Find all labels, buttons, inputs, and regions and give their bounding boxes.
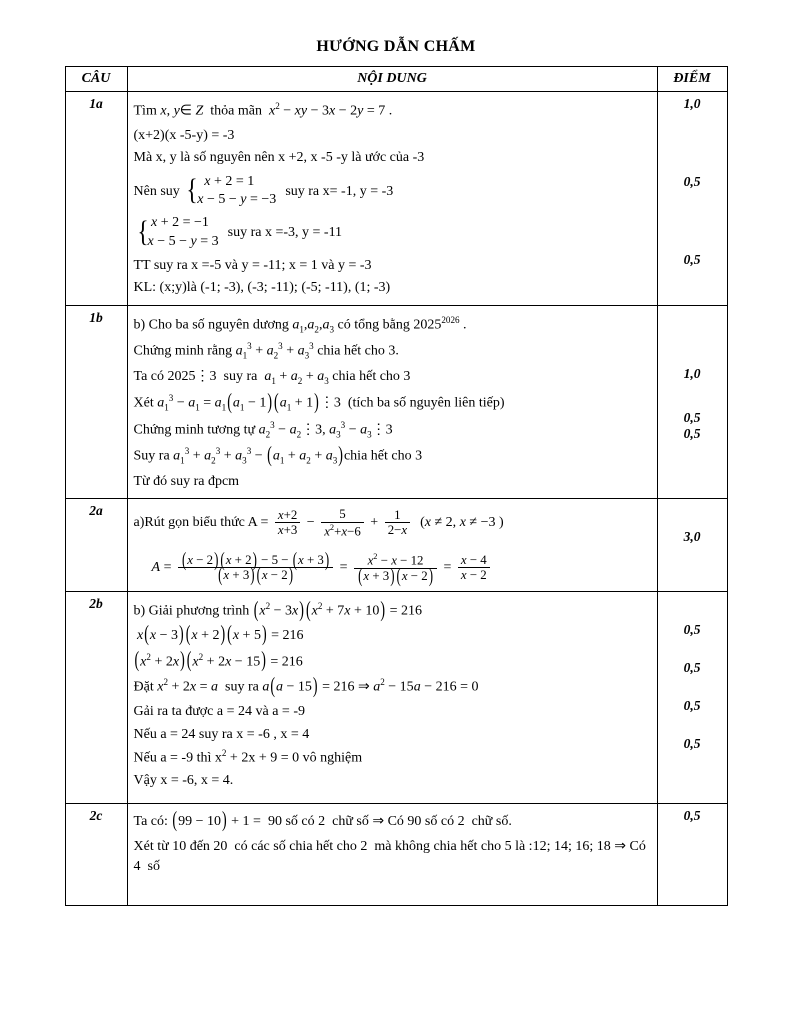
content-line: Ta có 2025⋮3 suy ra $a_1 + a_2 + a_3$ chia hết cho 3 — [133, 368, 411, 386]
content-line: x(x − 3) (x + 2) (x + 5) = 216 — [137, 623, 304, 648]
row-content-2b — [127, 592, 657, 804]
equation-system: { x + 2 = −1 x − 5 − y = 3 — [136, 214, 219, 252]
content-line: KL: (x;y)là (-1; -3), (-3; -11); (-5; -11), (1; -3) — [133, 280, 391, 296]
row-score-1b — [657, 305, 727, 498]
content-line: a)Rút gọn biểu thức A = $\frac{x+2}{x+3}$ − $\frac{5}{x^2+x-6}$ + $\frac{1}{2-x}$ (x ≠ 2, x ≠ −3 ) — [133, 507, 504, 538]
content-line: Xét $a_1^3 - a_1 = a_1(a_1 - 1) (a_1$ + 1)⋮3 (tích ba số nguyên liên tiếp) — [133, 391, 505, 415]
row-label-2b: 2b — [65, 592, 127, 804]
row-label-2a: 2a — [65, 499, 127, 592]
content-line: Đặt $x^2 + 2x = a$ suy ra a(a − 15) = 216 ⇒ $a^2 - 15a - 216 = 0$ — [133, 675, 479, 699]
content-line: $(x^2 + 2x) (x^2 + 2x - 15) = 216$ — [134, 649, 303, 673]
score-value: 0,5 — [683, 660, 701, 676]
content-line: b) Giải phương trình $(x^2 - 3x) (x^2 + 7x + 10) = 216$ — [133, 599, 422, 623]
table-row — [65, 92, 727, 306]
table-row — [65, 305, 727, 498]
row-score-1a — [657, 92, 727, 306]
header-diem: ĐIỂM — [657, 67, 727, 92]
table-row — [65, 592, 727, 804]
content-line: Tìm x, y∈ Z thỏa mãn $x^2$ − xy − 3x − 2y = 7 . — [133, 101, 393, 119]
row-content-1b — [127, 305, 657, 498]
score-value: 1,0 — [683, 365, 701, 381]
content-line: TT suy ra x =-5 và y = -11; x = 1 và y = -3 — [133, 258, 372, 274]
score-value: 0,5 — [683, 174, 701, 189]
score-value: 0,5 — [683, 252, 701, 267]
content-line: Chứng minh tương tự $a_2^3$ − $a_2⋮3$, $a_3^3$ − $a_3⋮3$ — [133, 419, 393, 439]
table-header-row — [65, 67, 727, 92]
row-score-2b — [657, 592, 727, 804]
equation-system: { x + 2 = 1 x − 5 − y = −3 — [185, 173, 276, 211]
score-value: 0,5 — [683, 622, 701, 638]
content-line: Nếu a = -9 thì $x^2 + 2x + 9 = 0$ vô nghiệm — [133, 748, 363, 766]
content-line: Gải ra ta được a = 24 và a = -9 — [133, 704, 305, 720]
content-line: Chứng minh rằng $a_1^3 + a_2^3 + a_3^3$ chia hết cho 3. — [133, 341, 399, 361]
content-line: Từ đó suy ra đpcm — [133, 473, 240, 489]
content-line: Ta có: (99 − 10) + 1 = 90 số có 2 chữ số ⇒ Có 90 số có 2 chữ số. — [133, 809, 512, 834]
row-label-2c: 2c — [65, 804, 127, 906]
row-content-2c — [127, 804, 657, 906]
row-score-2a — [657, 499, 727, 592]
row-content-1a — [127, 92, 657, 306]
content-line: Xét từ 10 đến 20 có các số chia hết cho 2 mà không chia hết cho 5 là :12; 14; 16; 18 ⇒ Có 4 số — [133, 838, 646, 874]
content-line: (x+2)(x -5-y) = -3 — [133, 127, 235, 143]
page-title: HƯỚNG DẪN CHẤM — [316, 38, 476, 55]
content-line: Nếu a = 24 suy ra x = -6 , x = 4 — [133, 726, 310, 742]
row-score-2c — [657, 804, 727, 906]
score-value: 3,0 — [683, 529, 701, 545]
header-cau: CÂU — [65, 67, 127, 92]
table-row — [65, 804, 727, 906]
grading-table — [65, 66, 728, 906]
table-row — [65, 499, 727, 592]
score-value: 0,5 — [683, 425, 701, 441]
row-label-1a: 1a — [65, 92, 127, 306]
row-content-2a — [127, 499, 657, 592]
content-line: Vậy x = -6, x = 4. — [133, 772, 234, 788]
score-value: 0,5 — [683, 808, 701, 824]
content-line: b) Cho ba số nguyên dương $a_1,a_2,a_3$ có tổng bằng $2025^{2026}$ . — [133, 314, 467, 335]
content-line: A = $\frac{(x - 2) (x + 2) - 5 - (x + 3)}{(x + 3) (x - 2)}$ = $\frac{x^2 - x - 12}{(x + 3) (x - 2)}$ = $\frac{x - 4}{x - 2}$ — [134, 552, 651, 583]
content-line: { x + 2 = −1 x − 5 − y = 3 suy ra x =-3, y = -11 — [134, 214, 651, 252]
content-line: Nên suy { x + 2 = 1 x − 5 − y = −3 suy ra x= -1, y = -3 — [134, 173, 651, 211]
row-label-1b: 1b — [65, 305, 127, 498]
content-line: Mà x, y là số nguyên nên x +2, x -5 -y là ước của -3 — [133, 150, 425, 166]
content-line: Suy ra $a_1^3 + a_2^3 + a_3^3 - (a_1 + a_2$ + $a_3)chia$ hết cho 3 — [133, 444, 423, 468]
score-value: 0,5 — [683, 698, 701, 714]
header-noidung: NỘI DUNG — [127, 67, 657, 92]
score-value: 0,5 — [683, 736, 701, 752]
score-value: 0,5 — [683, 409, 701, 425]
score-value: 1,0 — [683, 96, 701, 111]
